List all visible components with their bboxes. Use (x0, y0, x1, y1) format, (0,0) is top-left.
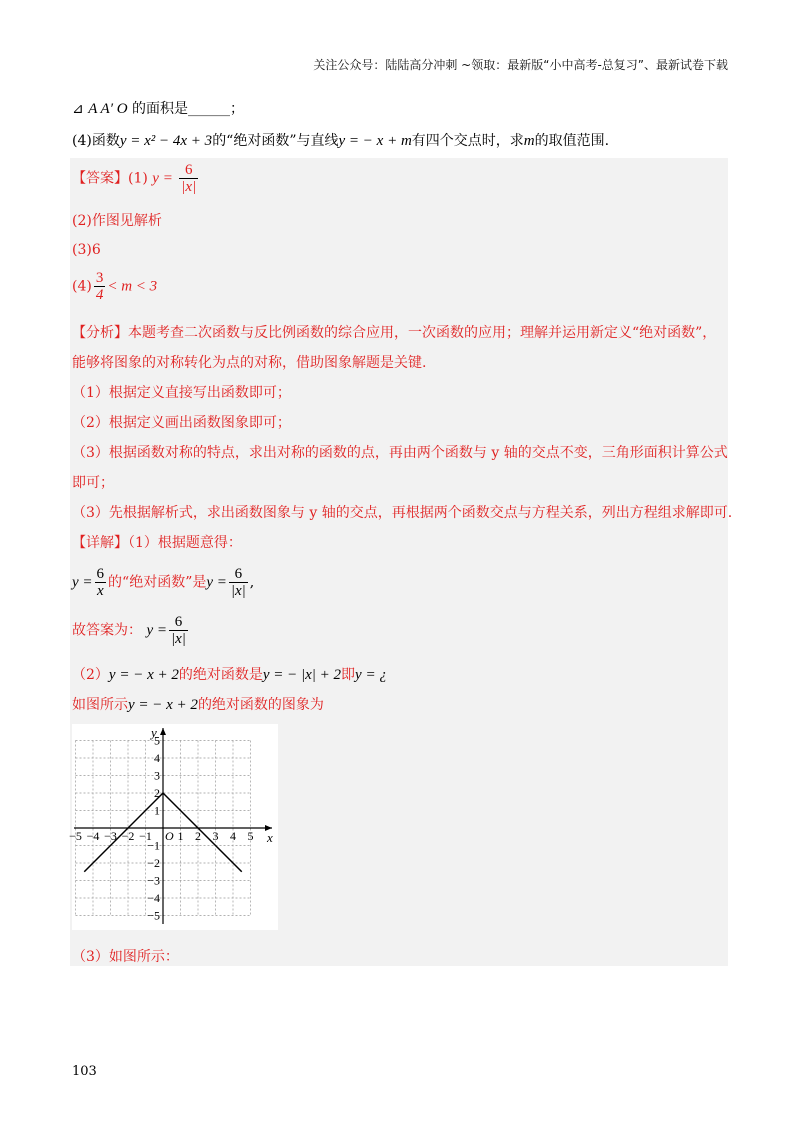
y-tick-label: −5 (147, 908, 160, 923)
detail-answer-lhs: y = (146, 622, 167, 639)
detail-1-rhs: y = (206, 574, 227, 591)
analysis-line-2: 能够将图象的对称转化为点的对称，借助图象解题是关键. (72, 355, 427, 371)
q4-func: y = x² − 4x + 3 (119, 133, 213, 149)
page-number: 103 (72, 1064, 97, 1079)
q3-line (72, 98, 244, 118)
frac-den: |x| (181, 179, 197, 195)
analysis-point-3a: （3）根据函数对称的特点，求出对称的函数的点，再由两个函数与 y 轴的交点不变，三角形面积计算公式 (72, 445, 728, 461)
detail-2-mid: 的绝对函数是 (178, 667, 263, 683)
page-header: 关注公众号：陆陆高分冲刺 ~领取：最新版“小中高考-总复习”、最新试卷下载 (313, 58, 728, 72)
q4-var: m (523, 133, 535, 149)
detail-1-mid: 的“绝对函数”是 (108, 574, 207, 591)
detail-line-4 (72, 694, 324, 714)
frac-den: |x| (170, 631, 186, 647)
answer-line-1 (72, 162, 200, 195)
detail-answer-line (72, 614, 190, 647)
x-tick-label: 5 (247, 829, 254, 843)
detail-answer-prefix: 故答案为： (72, 622, 142, 639)
detail-line-2 (72, 566, 254, 599)
answer-1-lhs: y = (152, 170, 173, 187)
triangle-symbol: ⊿ (72, 101, 84, 117)
y-tick-label: 3 (154, 768, 160, 783)
detail-2-tail: 即 (341, 667, 356, 683)
answer-line-3: (3)6 (72, 242, 101, 258)
detail-2-y: y = ¿ (355, 667, 387, 683)
detail-2-f: y = − x + 2 (108, 667, 179, 683)
triangle-name: A A′ O (88, 101, 128, 117)
q3-text: 的面积是______； (132, 101, 245, 117)
answer-4-prefix: (4) (72, 278, 92, 295)
detail-2b-f: y = − x + 2 (128, 697, 198, 713)
answer-4-fraction (94, 270, 106, 303)
detail-line-1 (72, 532, 242, 552)
frac-den: 4 (95, 287, 104, 303)
frac-num: 6 (169, 614, 188, 631)
frac-den: x (96, 583, 104, 599)
frac-num: 6 (179, 162, 198, 179)
analysis-line-1 (72, 322, 716, 342)
detail-tag: 【详解】 (72, 535, 128, 551)
x-tick-label: 3 (212, 829, 219, 843)
q4-end: 的取值范围. (534, 133, 610, 149)
q4-mid: 的“绝对函数”与直线 (212, 133, 339, 149)
detail-1-fraction (95, 566, 107, 599)
frac-den: |x| (230, 583, 246, 599)
q4-line (72, 130, 609, 150)
x-tick-label: −1 (139, 829, 152, 843)
x-tick-label: 2 (195, 829, 201, 843)
x-tick-label: −4 (86, 829, 100, 843)
answer-line-2: (2)作图见解析 (72, 213, 162, 229)
detail-line-3 (72, 664, 387, 684)
graph-svg (69, 724, 278, 930)
answer-4-tail: < m < 3 (107, 278, 158, 295)
x-tick-label: −3 (104, 829, 117, 843)
frac-num: 3 (95, 270, 104, 286)
y-tick-label: 2 (154, 786, 160, 800)
detail-2-g: y = − |x| + 2 (262, 667, 342, 683)
origin-label: O (165, 829, 174, 843)
detail-1-text: （1）根据题意得： (128, 535, 242, 551)
x-axis-label: x (267, 830, 273, 845)
answer-line-4 (72, 270, 157, 303)
y-tick-label: 4 (154, 751, 160, 765)
answer-1-fraction (179, 162, 198, 195)
x-tick-label: −2 (121, 829, 135, 843)
y-axis-label: y (151, 725, 157, 740)
frac-num: 6 (96, 566, 105, 582)
answer-1-prefix: (1) (128, 170, 148, 187)
detail-2-prefix: （2） (72, 667, 109, 683)
analysis-point-2: （2）根据定义画出函数图象即可； (72, 415, 291, 431)
analysis-point-3b: 即可； (72, 475, 114, 491)
x-tick-label: −5 (69, 829, 82, 843)
detail-1-end: , (249, 574, 255, 591)
x-tick-label: 4 (230, 829, 236, 843)
q4-line-eq: y = − x + m (338, 133, 412, 149)
x-tick-label: 1 (177, 829, 184, 843)
y-tick-label: −3 (147, 873, 160, 888)
detail-answer-fraction (169, 614, 188, 647)
function-graph (69, 724, 278, 930)
detail-1-fraction-2 (229, 566, 248, 599)
analysis-point-1: （1）根据定义直接写出函数即可； (72, 385, 291, 401)
frac-num: 6 (229, 566, 248, 583)
detail-1-lhs: y = (72, 574, 93, 591)
y-axis-arrow (160, 728, 166, 735)
detail-2b-prefix: 如图所示 (72, 697, 128, 713)
analysis-point-4: （3）先根据解析式，求出函数图象与 y 轴的交点，再根据两个函数交点与方程关系，列出方程组求解即可. (72, 505, 733, 521)
y-tick-label: −4 (147, 891, 160, 905)
y-tick-label: −2 (147, 856, 160, 870)
q4-tail: 有四个交点时，求 (411, 133, 524, 149)
q4-label: (4)函数 (72, 133, 120, 149)
answer-tag: 【答案】 (72, 170, 128, 187)
analysis-text-1: 本题考查二次函数与反比例函数的综合应用，一次函数的应用；理解并运用新定义“绝对函数”， (128, 325, 717, 341)
y-tick-label: 1 (154, 803, 160, 818)
analysis-tag: 【分析】 (72, 325, 128, 341)
y-tick-label: 5 (154, 733, 160, 748)
detail-line-5: （3）如图所示： (72, 949, 179, 965)
detail-2b-tail: 的绝对函数的图象为 (197, 697, 324, 713)
y-tick-label: −1 (147, 838, 160, 853)
